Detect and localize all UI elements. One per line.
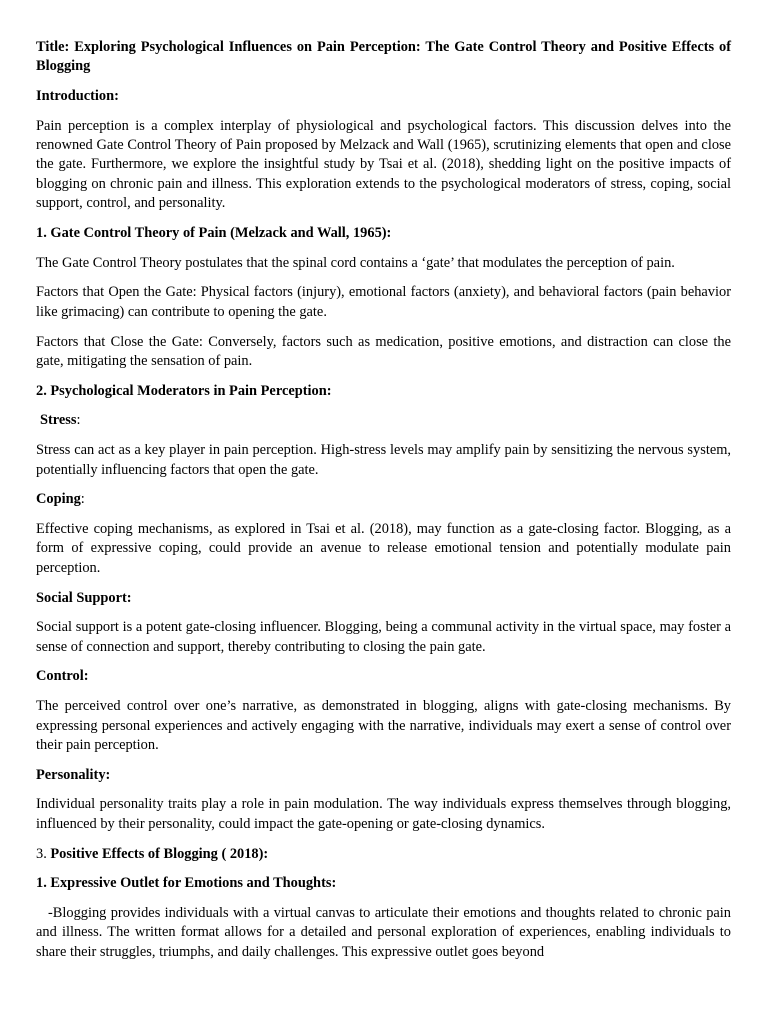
blogging-effects-heading [36,845,731,864]
gate-control-heading: 1. Gate Control Theory of Pain (Melzack and Wall, 1965): [36,224,392,241]
document-title: Title: Exploring Psychological Influences on Pain Perception: The Gate Control Theory and Positive Effects of Blogging [36,39,731,75]
social-support-paragraph: Social support is a potent gate-closing influencer. Blogging, being a communal activity in the virtual space, may foster a sense of connection and support, thereby contributing to closing the pain gate. [36,619,731,655]
control-paragraph: The perceived control over one’s narrative, as demonstrated in blogging, aligns with gate-closing mechanisms. By expressing personal experiences and actively engaging with the narrative, individuals may exert a sense of control over their pain perception. [36,698,731,753]
coping-label: Coping [36,491,81,508]
coping-colon: : [80,491,85,508]
section-number: 3. [36,845,51,862]
stress-label: Stress [40,412,77,429]
blogging-effects-title: Positive Effects of Blogging ( 2018): [50,845,269,862]
close-gate-paragraph: Factors that Close the Gate: Conversely, factors such as medication, positive emotions, and distraction can close the gate, mitigating the sensation of pain. [36,333,731,369]
control-heading: Control: [36,668,89,685]
introduction-heading: Introduction: [36,88,119,105]
introduction-paragraph: Pain perception is a complex interplay of physiological and psychological factors. This discussion delves into the renowned Gate Control Theory of Pain proposed by Melzack and Wall (1965), scrutinizing elements that open and close the gate. Furthermore, we explore the insightful study by Tsai et al. (2018), shedding light on the positive impacts of blogging on chronic pain and illness. This exploration extends to the psychological moderators of stress, coping, social support, control, and personality. [36,117,731,212]
moderators-heading: 2. Psychological Moderators in Pain Perception: [36,382,332,399]
coping-paragraph: Effective coping mechanisms, as explored in Tsai et al. (2018), may function as a gate-closing factor. Blogging, as a form of expressive coping, could provide an avenue to release emotional tension and potentially modulate pain perception. [36,521,731,576]
expressive-outlet-heading: 1. Expressive Outlet for Emotions and Thoughts: [36,875,337,892]
open-gate-paragraph: Factors that Open the Gate: Physical factors (injury), emotional factors (anxiety), and behavioral factors (pain behavior like grimacing) can contribute to opening the gate. [36,284,731,320]
personality-heading: Personality: [36,766,111,783]
stress-colon: : [76,412,81,429]
stress-heading [36,411,731,430]
expressive-outlet-paragraph: -Blogging provides individuals with a virtual canvas to articulate their emotions and thoughts related to chronic pain and illness. The written format allows for a detailed and personal exploration of experiences, enabling individuals to share their struggles, triumphs, and daily challenges. This expressive outlet goes beyond [36,905,731,960]
document-page [36,38,731,962]
stress-paragraph: Stress can act as a key player in pain perception. High-stress levels may amplify pain by sensitizing the nervous system, potentially influencing factors that open the gate. [36,442,731,478]
coping-heading [36,490,731,509]
social-support-heading: Social Support: [36,589,132,606]
personality-paragraph: Individual personality traits play a role in pain modulation. The way individuals express themselves through blogging, influenced by their personality, could impact the gate-opening or gate-closing dynamics. [36,796,731,832]
gate-control-paragraph: The Gate Control Theory postulates that the spinal cord contains a ‘gate’ that modulates the perception of pain. [36,254,675,271]
